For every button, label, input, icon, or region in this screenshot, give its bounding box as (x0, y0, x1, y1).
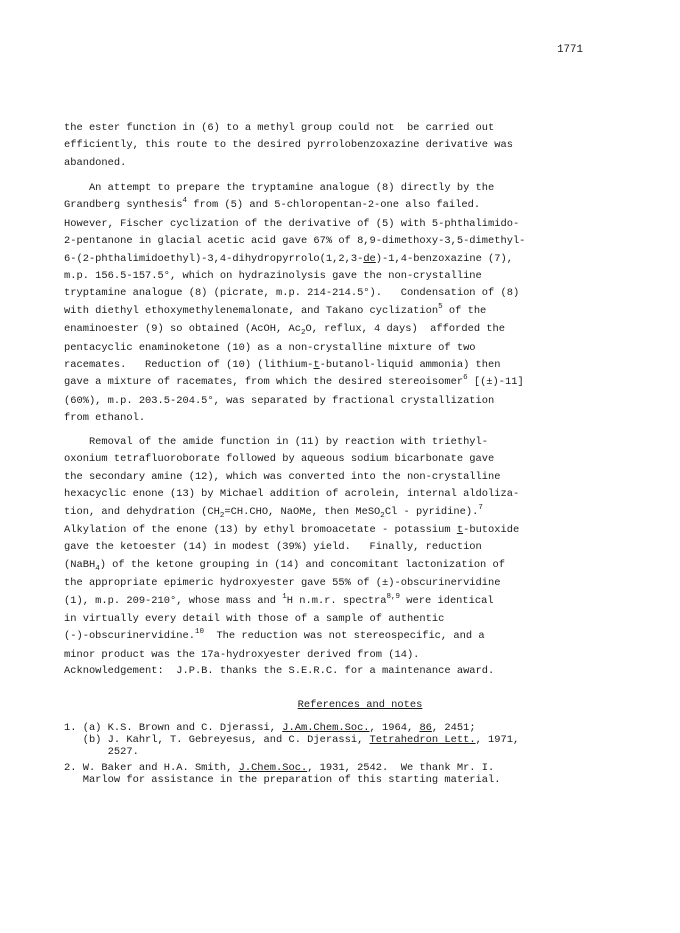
subscript: 2 (380, 511, 385, 520)
subscript: 2 (219, 511, 225, 520)
paragraph-3 (64, 434, 604, 664)
text-line: from ethanol. (64, 412, 146, 425)
text-line: gave a mixture of racemates, from which the desired stereoisomer$^6$ [(±)-11] (64, 374, 524, 389)
text-line: abandoned. (64, 156, 127, 169)
journal-name: J.Am.Chem.Soc. (282, 722, 370, 734)
text-line: pentacyclic enaminoketone (10) as a non-crystalline mixture of two (64, 341, 476, 354)
volume-number: 86 (419, 722, 432, 734)
underlined-text: t (313, 359, 320, 372)
text-line: in virtually every detail with those of a sample of authentic (64, 613, 445, 626)
reference-item (64, 762, 519, 786)
reference-line: 1. (a) K.S. Brown and C. Djerassi, J.Am.Chem.Soc., 1964, 86, 2451; (64, 722, 476, 734)
text-line: the ester function in (6) to a methyl group could not be carried out (64, 122, 495, 134)
references-list (64, 722, 519, 790)
reference-line: 2. W. Baker and H.A. Smith, J.Chem.Soc., 1931, 2542. We thank Mr. I. (64, 762, 495, 774)
text-line: tryptamine analogue (8) (picrate, m.p. 214-214.5°). Condensation of (8) (64, 287, 520, 300)
text-line: minor product was the 17a-hydroxyester derived from (14). (64, 648, 420, 661)
text-line: oxonium tetrafluoroborate followed by aqueous sodium bicarbonate gave (64, 453, 495, 466)
text-line: the secondary amine (12), which was converted into the non-crystalline (64, 470, 501, 483)
subscript: 4 (95, 564, 100, 573)
text-line: enaminoester (9) so obtained (AcOH, $Ac_2O$, reflux, 4 days) afforded the (64, 323, 506, 338)
text-line: hexacyclic enone (13) by Michael addition of acrolein, internal aldoliza- (64, 488, 520, 501)
text-line: Removal of the amide function in (11) by reaction with triethyl- (64, 436, 489, 448)
page-number: 1771 (557, 44, 583, 56)
text-line: Alkylation of the enone (13) by ethyl bromoacetate - potassium t-butoxide (64, 524, 520, 537)
text-line: efficiently, this route to the desired pyrrolobenzoxazine derivative was (64, 139, 513, 152)
reference-line: Marlow for assistance in the preparation of this starting material. (64, 774, 501, 786)
text-line: 6-(2-phthalimidoethyl)-3,4-dihydropyrrolo(1,2,3-de)-1,4-benzoxazine (7), (64, 252, 513, 265)
superscript: 10 (194, 628, 204, 637)
text-line: m.p. 156.5-157.5°, which on hydrazinolysis gave the non-crystalline (64, 270, 482, 283)
paragraph-2 (64, 180, 604, 428)
reference-item (64, 722, 519, 758)
acknowledgement: Acknowledgement: J.P.B. thanks the S.E.R.C. for a maintenance award. (64, 665, 495, 677)
text-line: However, Fischer cyclization of the derivative of (5) with 5-phthalimido- (64, 217, 520, 230)
text-line: racemates. Reduction of (10) (lithium-t-butanol-liquid ammonia) then (64, 359, 501, 372)
journal-name: J.Chem.Soc. (238, 762, 308, 774)
subscript: 2 (300, 329, 306, 338)
text-line: Grandberg synthesis$^4$ from (5) and 5-chloropentan-2-one also failed. (64, 197, 481, 212)
reference-line: 2527. (64, 746, 139, 758)
superscript: 5 (438, 302, 443, 311)
text-line: with diethyl ethoxymethylenemalonate, and Takano cyclization$^5$ of the (64, 302, 487, 317)
text-line: 2-pentanone in glacial acetic acid gave 67% of 8,9-dimethoxy-3,5-dimethyl- (64, 235, 526, 248)
text-line: (60%), m.p. 203.5-204.5°, was separated by fractional crystallization (64, 394, 495, 407)
text-line: (NaBH$_4$) of the ketone grouping in (14) and concomitant lactonization of (64, 558, 506, 573)
text-line: gave the ketoester (14) in modest (39%) yield. Finally, reduction (64, 541, 482, 554)
superscript: 1 (282, 592, 287, 601)
text-line: tion, and dehydration ($CH_2=CH.CHO$, NaOMe, then MeSO$_2$Cl - pyridine).$^7$ (64, 503, 483, 520)
references-heading: References and notes (297, 699, 423, 711)
superscript: 6 (463, 374, 468, 383)
superscript: 4 (182, 197, 187, 206)
superscript: 7 (478, 503, 483, 512)
paragraph-1 (64, 120, 604, 172)
superscript: 8,9 (386, 592, 401, 601)
underlined-text: de (363, 252, 376, 265)
text-line: the appropriate epimeric hydroxyester gave 55% of (±)-obscurinervidine (64, 577, 501, 590)
text-line: (-)-obscurinervidine.$^{10}$ The reduction was not stereospecific, and a (64, 628, 485, 643)
underlined-text: t (456, 524, 464, 537)
text-line: An attempt to prepare the tryptamine analogue (8) directly by the (64, 182, 495, 194)
reference-line: (b) J. Kahrl, T. Gebreyesus, and C. Djerassi, Tetrahedron Lett., 1971, (64, 734, 520, 746)
text-line: (1), m.p. 209-210°, whose mass and $^1$H n.m.r. spectra$^{8,9}$ were identical (64, 592, 494, 607)
journal-name: Tetrahedron Lett. (369, 734, 476, 746)
